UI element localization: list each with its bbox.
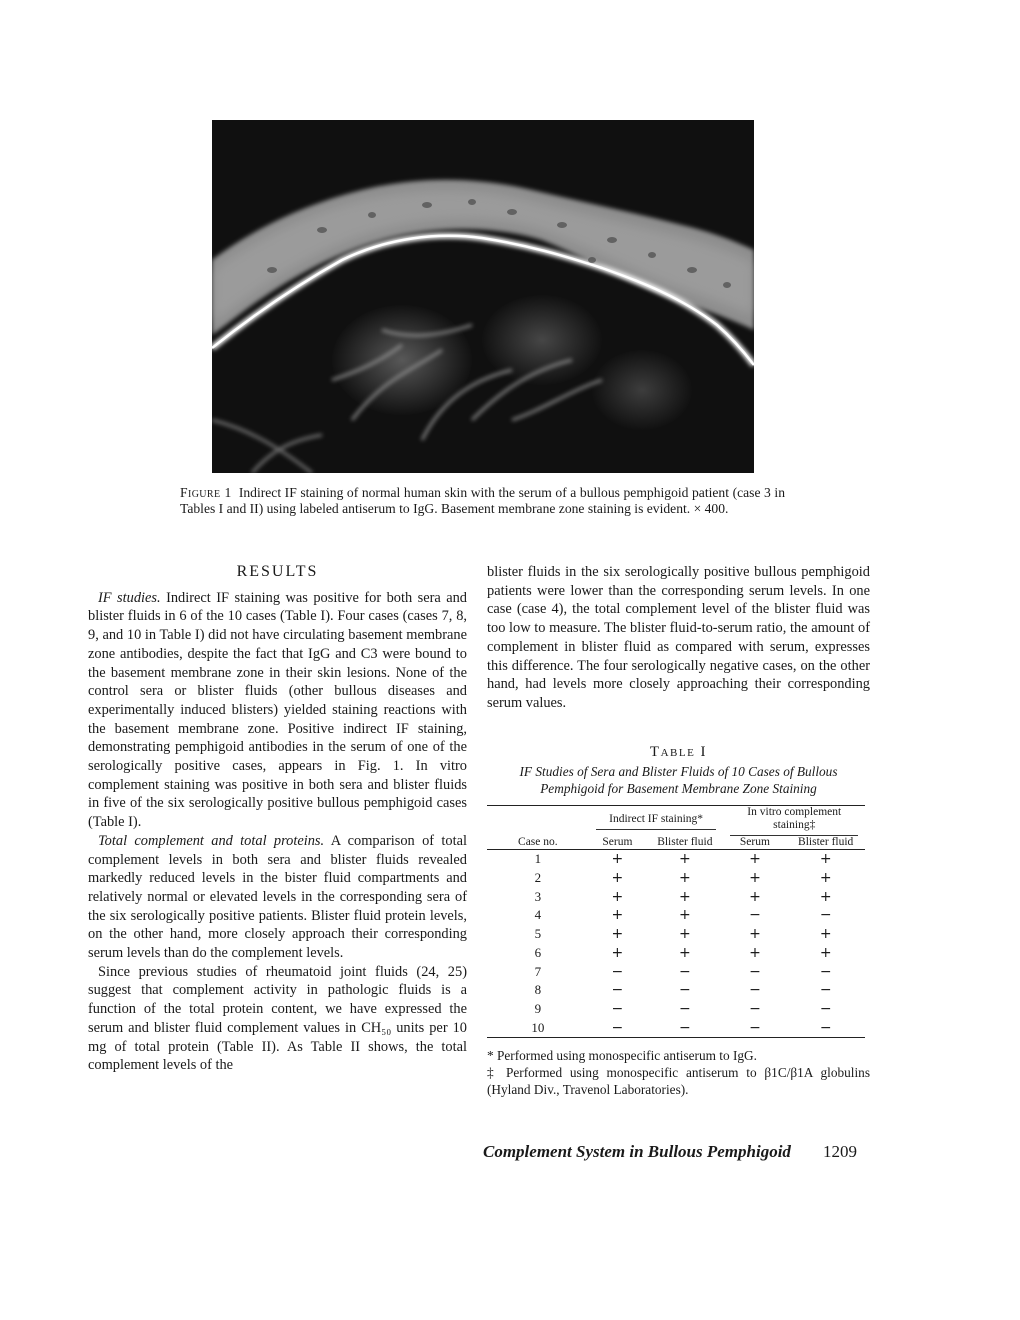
cell-value: + [678, 926, 691, 943]
cell-value: − [749, 1019, 761, 1036]
paragraph-lead: IF studies. [98, 589, 161, 606]
cell-value: − [749, 907, 761, 924]
footnote-1: * Performed using monospecific antiserum to IgG. [487, 1048, 757, 1064]
cell-value: + [678, 870, 691, 887]
cell-value: + [749, 888, 761, 905]
table-footnotes [487, 1047, 870, 1098]
table-row [487, 1000, 865, 1019]
header-group-label: In vitro complement staining‡ [730, 806, 858, 836]
table-row [487, 906, 865, 925]
cell-value: + [749, 870, 761, 887]
cell-value: + [611, 870, 624, 887]
header-serum: Serum [724, 836, 787, 850]
cell-value: + [749, 851, 761, 868]
paragraph-text: Indirect IF staining was positive for both sera and blister fluids in 6 of the 10 cases (Table I). Four cases (cases 7, 8, 9, and 10 in Table I) did not have circulating basement membrane zone antibodies, despite the fact that IgG and C3 were bound to the basement membrane zone in their skin lesions. None of the control sera or blister fluids (other bullous diseases and experimentally induced blisters) yielded staining reactions with the basement membrane zone. Positive indirect IF staining, demonstrating pemphigoid antibodies in the serum of one of the serologically positive cases, appears in Fig. 1. In vitro complement staining was positive in both sera and blister fluids in five of the six serologically positive bullous pemphigoid cases (Table I). [88, 589, 467, 831]
page-footer [483, 1142, 857, 1162]
header-spacer [487, 806, 589, 837]
cell-value: + [749, 926, 761, 943]
cell-value: − [678, 1019, 691, 1036]
cell-value: + [678, 888, 691, 905]
header-blister-fluid: Blister fluid [786, 836, 865, 850]
paragraph-text: A comparison of total complement levels in both sera and blister fluids revealed markedly reduced levels in the bister fluid compartments and relatively normal or elevated levels in the corresponding sera of the six serologically positive patients. Blister fluid protein levels, on the other hand, more closely approach their corresponding serum levels than do the complement levels. [88, 832, 467, 962]
figure-micrograph [212, 120, 754, 473]
cell-value: + [611, 851, 624, 868]
cell-value: − [611, 1000, 624, 1017]
cell-case: 1 [534, 851, 542, 867]
cell-value: + [819, 870, 832, 887]
cell-value: + [678, 851, 691, 868]
cell-value: − [749, 1000, 761, 1017]
results-heading: RESULTS [236, 563, 319, 580]
cell-value: + [749, 944, 761, 961]
paragraph-if-studies [88, 589, 467, 832]
cell-value: + [678, 944, 691, 961]
cell-case: 3 [534, 888, 542, 904]
micrograph-illustration [212, 120, 754, 473]
header-case-no: Case no. [487, 836, 589, 850]
cell-case: 6 [534, 944, 542, 960]
table-row [487, 869, 865, 888]
cell-value: − [611, 963, 624, 980]
cell-value: + [819, 888, 832, 905]
header-group-complement [724, 806, 866, 837]
footnote-2: ‡ Performed using monospecific antiserum to β1C/β1A globulins (Hyland Div., Travenol Laboratories). [487, 1065, 870, 1098]
cell-case: 9 [534, 1000, 542, 1016]
cell-case: 2 [534, 870, 542, 886]
paragraph-lead: Total complement and total proteins. [98, 832, 325, 849]
table-row [487, 888, 865, 907]
cell-value: − [749, 963, 761, 980]
table-row [487, 944, 865, 963]
header-serum: Serum [589, 836, 646, 850]
cell-value: + [611, 907, 624, 924]
cell-value: − [819, 963, 832, 980]
cell-value: + [611, 926, 624, 943]
running-title: Complement System in Bullous Pemphigoid [483, 1142, 791, 1161]
cell-value: + [819, 926, 832, 943]
cell-value: + [611, 944, 624, 961]
table-1 [487, 805, 865, 1038]
cell-value: − [678, 982, 691, 999]
cell-value: − [611, 982, 624, 999]
header-group-label: Indirect IF staining* [596, 813, 716, 830]
figure-label: Figure 1 [180, 485, 232, 500]
cell-value: − [819, 1019, 832, 1036]
cell-value: + [819, 944, 832, 961]
figure-caption-text: Indirect IF staining of normal human skin with the serum of a bullous pemphigoid patient (case 3 in Tables I and II) using labeled antiserum to IgG. Basement membrane zone staining is evident. × 400. [180, 485, 786, 516]
cell-case: 4 [534, 907, 542, 923]
cell-value: − [678, 963, 691, 980]
cell-value: − [819, 982, 832, 999]
paragraph-text: Since previous studies of rheumatoid joint fluids (24, 25) suggest that complement activity in pathologic fluids is a function of the total protein content, we have expressed the serum and blister fluid complement values in CH₅₀ units per 10 mg of total protein (Table II). As Table II shows, the total complement levels of the [88, 963, 467, 1074]
right-column [487, 563, 870, 1098]
cell-value: − [819, 907, 832, 924]
paragraph-text: blister fluids in the six serologically positive bullous pemphigoid patients were lower than the corresponding serum levels. In one case (case 4), the total complement level of the blister fluid was too low to measure. The blister fluid-to-serum ratio, the amount of complement in blister fluid as compared with serum, expresses this difference. The four serologically negative cases, on the other hand, had levels more closely approaching their corresponding serum values. [487, 564, 870, 711]
figure-caption [180, 485, 785, 517]
cell-case: 7 [534, 963, 542, 979]
cell-value: + [678, 907, 691, 924]
left-column [88, 563, 467, 1075]
cell-case: 10 [531, 1019, 545, 1035]
table-row [487, 963, 865, 982]
header-group-indirect-if [589, 806, 724, 837]
cell-value: − [749, 982, 761, 999]
table-row [487, 925, 865, 944]
table-row [487, 981, 865, 1000]
paragraph-rheumatoid [88, 963, 467, 1075]
cell-value: − [819, 1000, 832, 1017]
cell-value: − [678, 1000, 691, 1017]
table-row [487, 1019, 865, 1038]
table-title: Table I [649, 743, 708, 760]
paragraph-complement [88, 832, 467, 963]
page-number: 1209 [823, 1142, 857, 1161]
cell-value: + [819, 851, 832, 868]
cell-value: + [611, 888, 624, 905]
cell-value: − [611, 1019, 624, 1036]
table-subtitle: IF Studies of Sera and Blister Fluids of 10 Cases of Bullous Pemphigoid for Basement Membrane Zone Staining [519, 764, 838, 797]
cell-case: 8 [534, 982, 542, 998]
header-blister-fluid: Blister fluid [646, 836, 723, 850]
cell-case: 5 [534, 926, 542, 942]
table-row [487, 850, 865, 869]
paragraph-continuation [487, 563, 870, 713]
